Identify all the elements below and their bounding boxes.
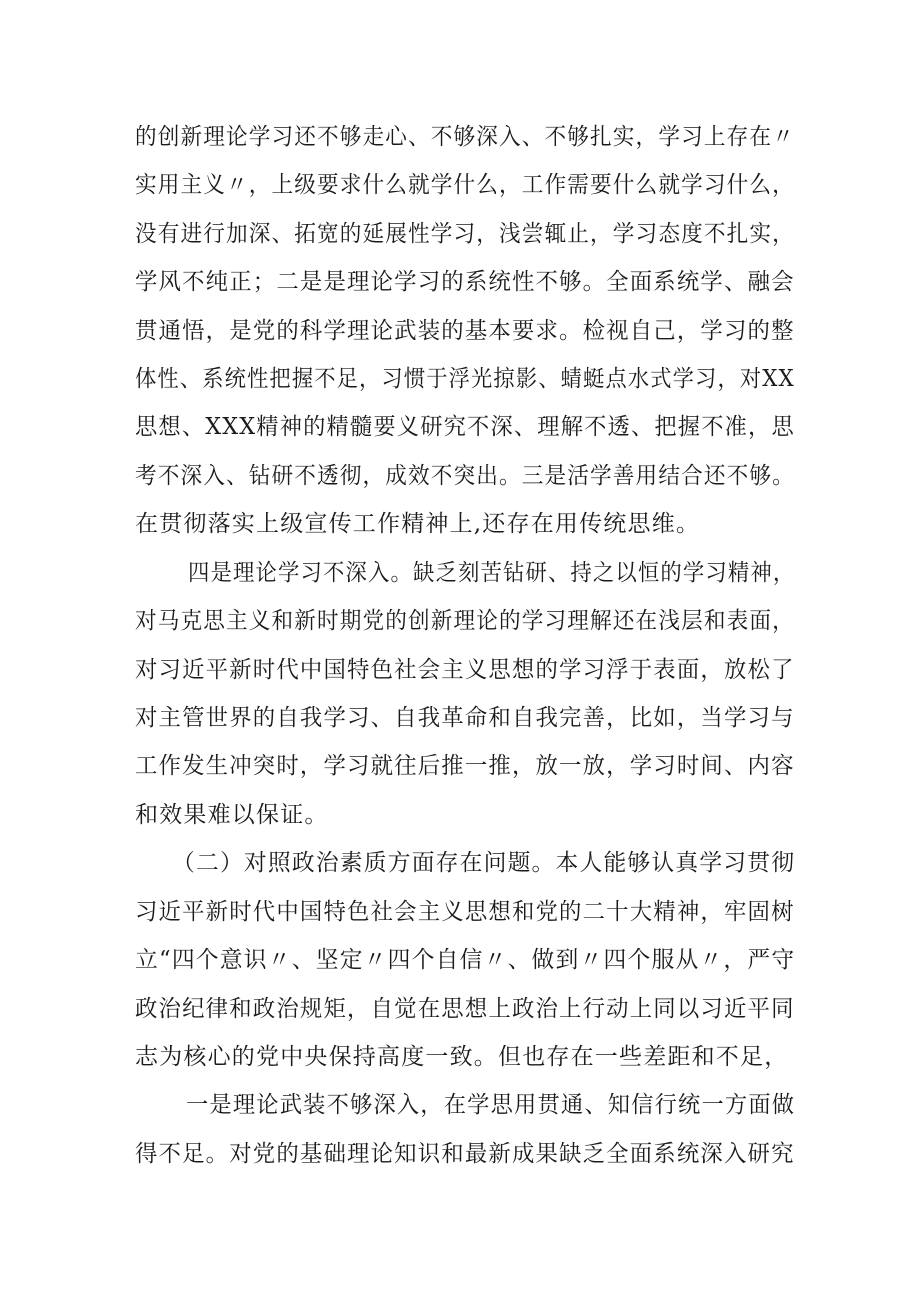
text-line: 体性、系统性把握不足，习惯于浮光掠影、蜻蜓点水式学习，对XX [135, 366, 795, 392]
text-line: 习近平新时代中国特色社会主义思想和党的二十大精神，牢固树 [135, 899, 795, 925]
text-line: 考不深入、钻研不透彻，成效不突出。三是活学善用结合还不够。 [135, 463, 795, 489]
text-line: 得不足。对党的基础理论知识和最新成果缺乏全面系统深入研究 [135, 1141, 795, 1167]
text-line: 在贯彻落实上级宣传工作精神上,还存在用传统思维。 [135, 511, 701, 537]
text-line: 工作发生冲突时，学习就往后推一推，放一放，学习时间、内容 [135, 753, 795, 779]
text-line: 志为核心的党中央保持高度一致。但也存在一些差距和不足， [135, 1044, 789, 1070]
text-line: 和效果难以保证。 [135, 802, 329, 828]
text-line: 的创新理论学习还不够走心、不够深入、不够扎实，学习上存在〃 [135, 124, 795, 150]
text-line: 思想、XXX精神的精髓要义研究不深、理解不透、把握不准，思 [135, 414, 795, 440]
text-line: 对习近平新时代中国特色社会主义思想的学习浮于表面，放松了 [135, 657, 795, 683]
text-line: 立“四个意识〃、坚定〃四个自信〃、做到〃四个服从〃，严守 [135, 947, 796, 973]
text-line: 贯通悟，是党的科学理论武装的基本要求。检视自己，学习的整 [135, 318, 795, 344]
text-line: 实用主义〃，上级要求什么就学什么，工作需要什么就学习什么， [135, 172, 795, 198]
text-line: 没有进行加深、拓宽的延展性学习，浅尝辄止，学习态度不扎实， [135, 221, 795, 247]
text-line: 政治纪律和政治规矩，自觉在思想上政治上行动上同以习近平同 [135, 996, 795, 1022]
text-line: 一是理论武装不够深入，在学思用贯通、知信行统一方面做 [186, 1092, 796, 1118]
text-line: （二）对照政治素质方面存在问题。本人能够认真学习贯彻 [172, 850, 796, 876]
text-line: 四是理论学习不深入。缺乏刻苦钻研、持之以恒的学习精神， [188, 560, 796, 586]
text-line: 学风不纯正；二是是理论学习的系统性不够。全面系统学、融会 [135, 269, 795, 295]
text-line: 对马克思主义和新时期党的创新理论的学习理解还在浅层和表面， [135, 608, 795, 634]
text-line: 对主管世界的自我学习、自我革命和自我完善，比如，当学习与 [135, 705, 795, 731]
